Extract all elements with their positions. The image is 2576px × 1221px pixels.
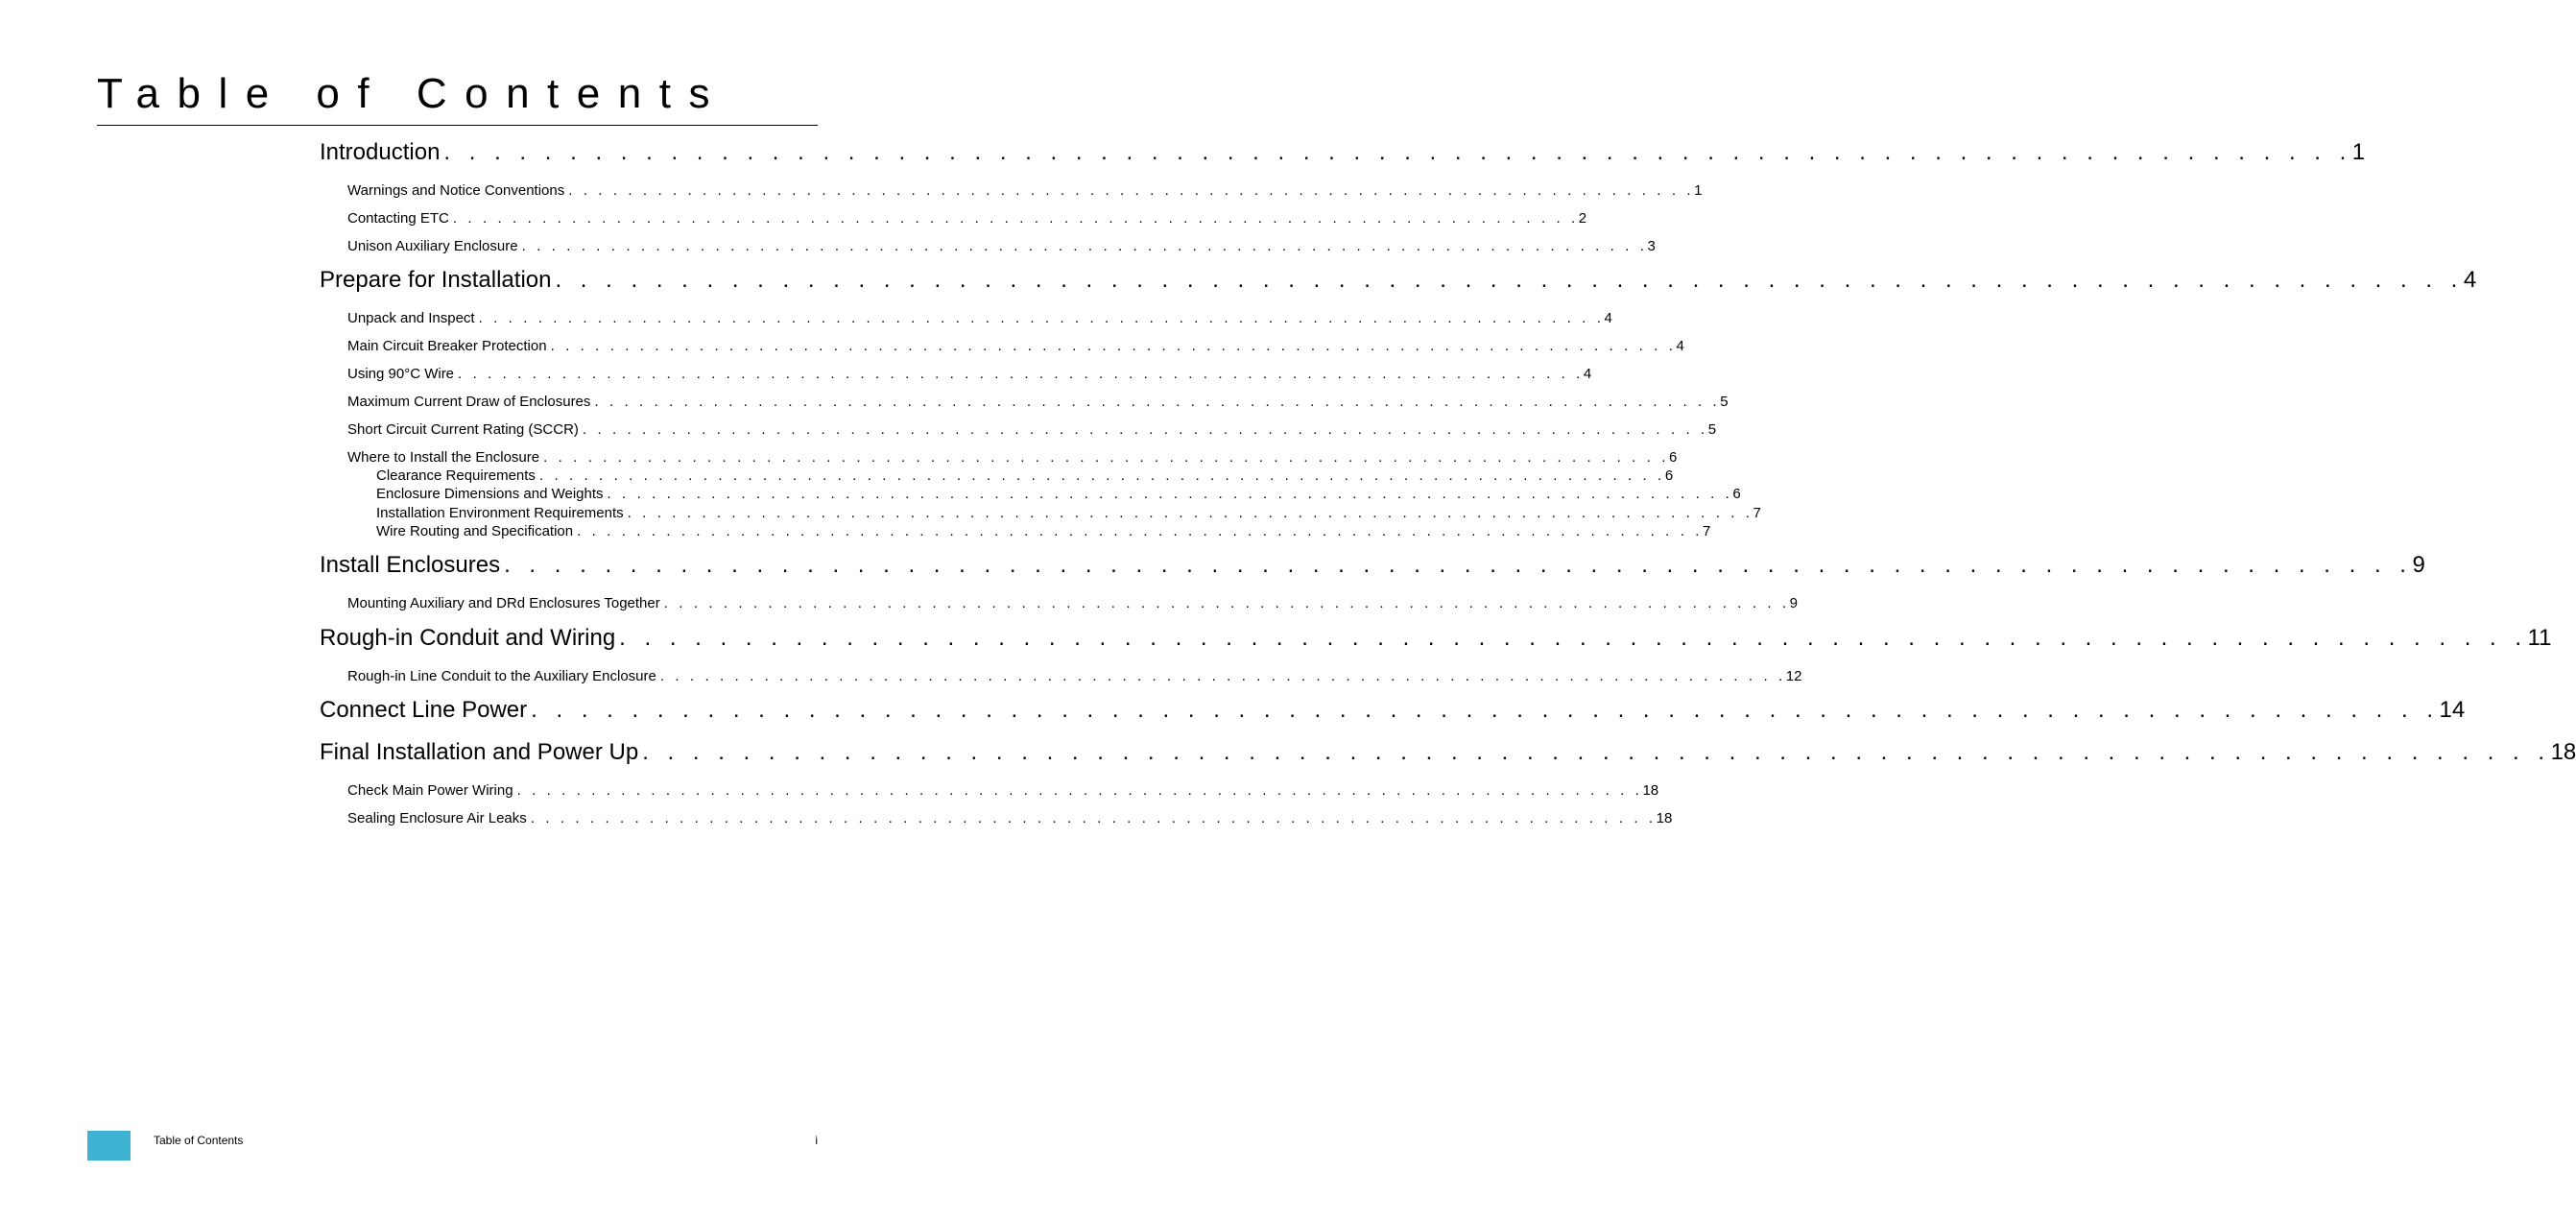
toc-entry-clearance-requirements[interactable]: Clearance Requirements . . . . . . . . . . . . . . . . . . . . . . . . . . . . . . . . . . . . . . . . . . . . . . . . . . . . . . . . . . . . . . . . . . . . . . . . . . . . 6 bbox=[376, 467, 1674, 484]
toc-entry-introduction[interactable]: Introduction . . . . . . . . . . . . . . . . . . . . . . . . . . . . . . . . . . . . . . . . . . . . . . . . . . . . . . . . . . . . . . . . . . . . . . . . . . . . 1 bbox=[320, 139, 2366, 165]
toc-entry-wire-routing-and-specification[interactable]: Wire Routing and Specification . . . . . . . . . . . . . . . . . . . . . . . . . . . . . . . . . . . . . . . . . . . . . . . . . . . . . . . . . . . . . . . . . . . . . . . . . . . . 7 bbox=[376, 523, 1711, 539]
toc-entry-prepare-for-installation[interactable]: Prepare for Installation . . . . . . . . . . . . . . . . . . . . . . . . . . . . . . . . . . . . . . . . . . . . . . . . . . . . . . . . . . . . . . . . . . . . . . . . . . . . 4 bbox=[320, 267, 2477, 293]
toc-entry-final-installation-and-power-up[interactable]: Final Installation and Power Up . . . . . . . . . . . . . . . . . . . . . . . . . . . . . . . . . . . . . . . . . . . . . . . . . . . . . . . . . . . . . . . . . . . . . . . . . . . . 18 bbox=[320, 739, 2576, 765]
toc-entry-where-to-install-the-enclosure[interactable]: Where to Install the Enclosure . . . . . . . . . . . . . . . . . . . . . . . . . . . . . . . . . . . . . . . . . . . . . . . . . . . . . . . . . . . . . . . . . . . . . . . . . . . . 6 bbox=[347, 449, 1678, 466]
toc-entry-maximum-current-draw-of-enclosures[interactable]: Maximum Current Draw of Enclosures . . . . . . . . . . . . . . . . . . . . . . . . . . . . . . . . . . . . . . . . . . . . . . . . . . . . . . . . . . . . . . . . . . . . . . . . . . . . 5 bbox=[347, 394, 1729, 410]
toc-entry-enclosure-dimensions-and-weights[interactable]: Enclosure Dimensions and Weights . . . . . . . . . . . . . . . . . . . . . . . . . . . . . . . . . . . . . . . . . . . . . . . . . . . . . . . . . . . . . . . . . . . . . . . . . . . . 6 bbox=[376, 486, 1741, 502]
toc-entry-connect-line-power[interactable]: Connect Line Power . . . . . . . . . . . . . . . . . . . . . . . . . . . . . . . . . . . . . . . . . . . . . . . . . . . . . . . . . . . . . . . . . . . . . . . . . . . . 14 bbox=[320, 697, 2466, 723]
title-divider bbox=[97, 125, 818, 126]
toc-entry-unpack-and-inspect[interactable]: Unpack and Inspect . . . . . . . . . . . . . . . . . . . . . . . . . . . . . . . . . . . . . . . . . . . . . . . . . . . . . . . . . . . . . . . . . . . . . . . . . . . . 4 bbox=[347, 310, 1612, 326]
toc-entry-main-circuit-breaker-protection[interactable]: Main Circuit Breaker Protection . . . . . . . . . . . . . . . . . . . . . . . . . . . . . . . . . . . . . . . . . . . . . . . . . . . . . . . . . . . . . . . . . . . . . . . . . . . . 4 bbox=[347, 338, 1684, 354]
toc-entry-rough-in-conduit-and-wiring[interactable]: Rough-in Conduit and Wiring . . . . . . . . . . . . . . . . . . . . . . . . . . . . . . . . . . . . . . . . . . . . . . . . . . . . . . . . . . . . . . . . . . . . . . . . . . . . 11 bbox=[320, 625, 2552, 651]
footer-section-title: Table of Contents bbox=[154, 1134, 244, 1147]
toc-entry-sealing-enclosure-air-leaks[interactable]: Sealing Enclosure Air Leaks . . . . . . . . . . . . . . . . . . . . . . . . . . . . . . . . . . . . . . . . . . . . . . . . . . . . . . . . . . . . . . . . . . . . . . . . . . . . 18 bbox=[347, 810, 1673, 826]
toc-entry-unison-auxiliary-enclosure[interactable]: Unison Auxiliary Enclosure . . . . . . . . . . . . . . . . . . . . . . . . . . . . . . . . . . . . . . . . . . . . . . . . . . . . . . . . . . . . . . . . . . . . . . . . . . . . 3 bbox=[347, 238, 1656, 254]
footer-page-number: i bbox=[815, 1134, 818, 1147]
toc-entry-mounting-auxiliary-and-drd-enclosures[interactable]: Mounting Auxiliary and DRd Enclosures Together . . . . . . . . . . . . . . . . . . . . . . . . . . . . . . . . . . . . . . . . . . . . . . . . . . . . . . . . . . . . . . . . . . . . . . . . . . . . 9 bbox=[347, 595, 1798, 611]
toc-entry-using-90c-wire[interactable]: Using 90°C Wire . . . . . . . . . . . . . . . . . . . . . . . . . . . . . . . . . . . . . . . . . . . . . . . . . . . . . . . . . . . . . . . . . . . . . . . . . . . . 4 bbox=[347, 366, 1592, 382]
page-title: Table of Contents bbox=[97, 70, 727, 117]
toc-entry-installation-environment-requirements[interactable]: Installation Environment Requirements . . . . . . . . . . . . . . . . . . . . . . . . . . . . . . . . . . . . . . . . . . . . . . . . . . . . . . . . . . . . . . . . . . . . . . . . . . . . 7 bbox=[376, 505, 1761, 521]
toc-entry-contacting-etc[interactable]: Contacting ETC . . . . . . . . . . . . . . . . . . . . . . . . . . . . . . . . . . . . . . . . . . . . . . . . . . . . . . . . . . . . . . . . . . . . . . . . . . . . 2 bbox=[347, 210, 1587, 227]
toc-entry-rough-in-line-conduit[interactable]: Rough-in Line Conduit to the Auxiliary Enclosure . . . . . . . . . . . . . . . . . . . . . . . . . . . . . . . . . . . . . . . . . . . . . . . . . . . . . . . . . . . . . . . . . . . . . . . . . . . . 12 bbox=[347, 668, 1802, 684]
toc-entry-warnings-and-notice-conventions[interactable]: Warnings and Notice Conventions . . . . . . . . . . . . . . . . . . . . . . . . . . . . . . . . . . . . . . . . . . . . . . . . . . . . . . . . . . . . . . . . . . . . . . . . . . . . 1 bbox=[347, 182, 1703, 199]
toc-entry-short-circuit-current-rating[interactable]: Short Circuit Current Rating (SCCR) . . . . . . . . . . . . . . . . . . . . . . . . . . . . . . . . . . . . . . . . . . . . . . . . . . . . . . . . . . . . . . . . . . . . . . . . . . . . 5 bbox=[347, 421, 1717, 438]
toc-entry-install-enclosures[interactable]: Install Enclosures . . . . . . . . . . . . . . . . . . . . . . . . . . . . . . . . . . . . . . . . . . . . . . . . . . . . . . . . . . . . . . . . . . . . . . . . . . . . 9 bbox=[320, 552, 2425, 578]
footer-accent-block bbox=[87, 1131, 131, 1161]
toc-entry-check-main-power-wiring[interactable]: Check Main Power Wiring . . . . . . . . . . . . . . . . . . . . . . . . . . . . . . . . . . . . . . . . . . . . . . . . . . . . . . . . . . . . . . . . . . . . . . . . . . . . 18 bbox=[347, 782, 1659, 799]
